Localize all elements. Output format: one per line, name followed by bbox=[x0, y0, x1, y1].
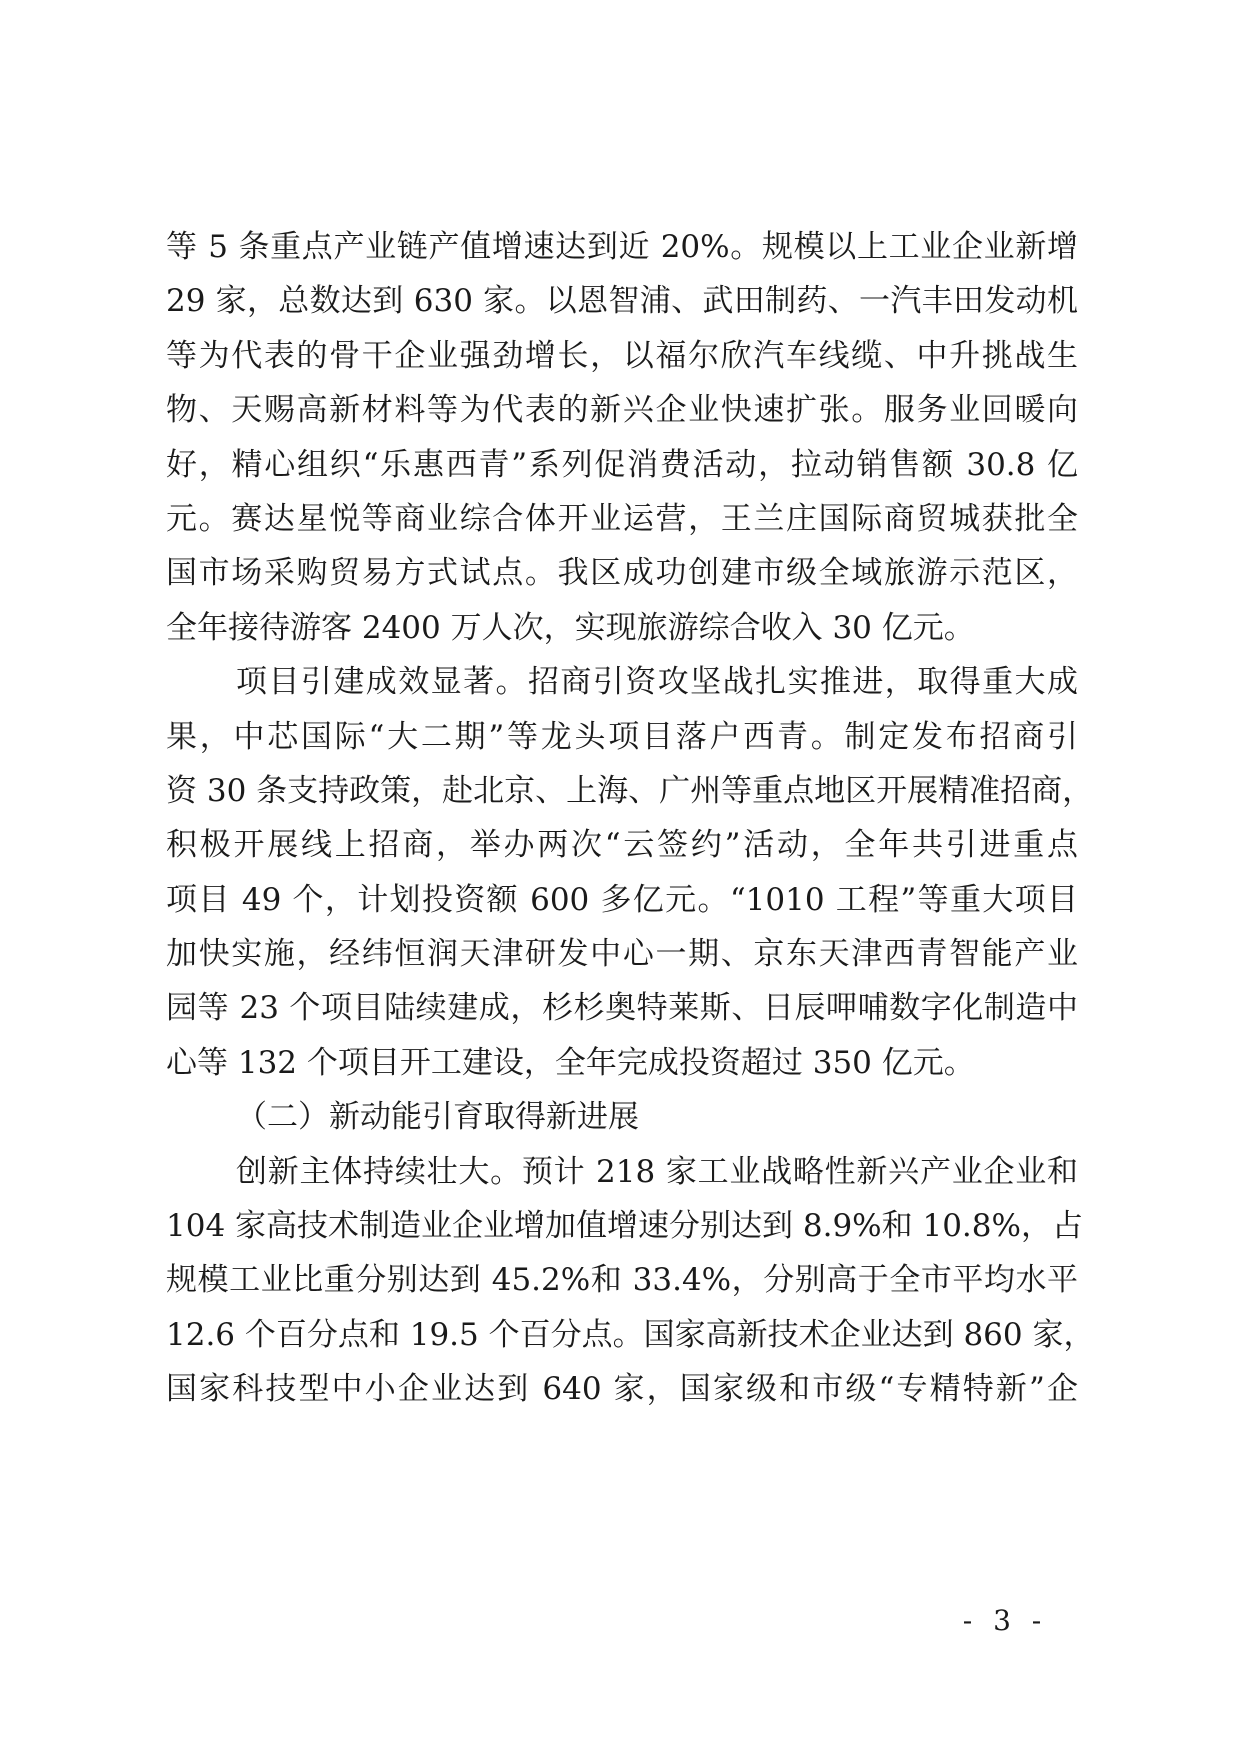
text-line: 元。赛达星悦等商业综合体开业运营，王兰庄国际商贸城获批全 bbox=[166, 500, 1078, 537]
text-line: 资 30 条支持政策，赴北京、上海、广州等重点地区开展精准招商， bbox=[166, 772, 1094, 809]
text-line: 项目 49 个，计划投资额 600 多亿元。“1010 工程”等重大项目 bbox=[166, 881, 1078, 918]
text-line: 104 家高技术制造业企业增加值增速分别达到 8.9%和 10.8%，占 bbox=[166, 1208, 1083, 1245]
body-text bbox=[166, 220, 1095, 1417]
paragraph-heading-line: 创新主体持续壮大。预计 218 家工业战略性新兴产业企业和 bbox=[236, 1153, 1078, 1190]
text-line: 29 家，总数达到 630 家。以恩智浦、武田制药、一汽丰田发动机 bbox=[166, 283, 1078, 320]
text-line: 果，中芯国际“大二期”等龙头项目落户西青。制定发布招商引 bbox=[166, 718, 1078, 755]
text-line: 国家科技型中小企业达到 640 家，国家级和市级“专精特新”企 bbox=[166, 1371, 1078, 1408]
text-line: 国市场采购贸易方式试点。我区成功创建市级全域旅游示范区， bbox=[166, 555, 1078, 592]
text-line: 12.6 个百分点和 19.5 个百分点。国家高新技术企业达到 860 家， bbox=[166, 1316, 1095, 1353]
text-line: 园等 23 个项目陆续建成，杉杉奥特莱斯、日辰呷哺数字化制造中 bbox=[166, 990, 1078, 1027]
text-line: 积极开展线上招商，举办两次“云签约”活动，全年共引进重点 bbox=[166, 827, 1078, 864]
text-line: 等为代表的骨干企业强劲增长，以福尔欣汽车线缆、中升挑战生 bbox=[166, 337, 1078, 374]
text-line: 加快实施，经纬恒润天津研发中心一期、京东天津西青智能产业 bbox=[166, 936, 1078, 973]
page-number: - 3 - bbox=[962, 1604, 1048, 1637]
text-line: 规模工业比重分别达到 45.2%和 33.4%，分别高于全市平均水平 bbox=[166, 1262, 1078, 1299]
text-line: 等 5 条重点产业链产值增速达到近 20%。规模以上工业企业新增 bbox=[166, 229, 1078, 265]
text-line: 物、天赐高新材料等为代表的新兴企业快速扩张。服务业回暖向 bbox=[166, 392, 1078, 429]
paragraph-heading-line: 项目引建成效显著。招商引资攻坚战扎实推进，取得重大成 bbox=[236, 664, 1078, 701]
text-line: 心等 132 个项目开工建设，全年完成投资超过 350 亿元。 bbox=[166, 1044, 975, 1081]
text-line: 全年接待游客 2400 万人次，实现旅游综合收入 30 亿元。 bbox=[166, 609, 975, 646]
text-line: 好，精心组织“乐惠西青”系列促消费活动，拉动销售额 30.8 亿 bbox=[166, 446, 1078, 483]
section-heading: （二）新动能引育取得新进展 bbox=[236, 1099, 639, 1136]
